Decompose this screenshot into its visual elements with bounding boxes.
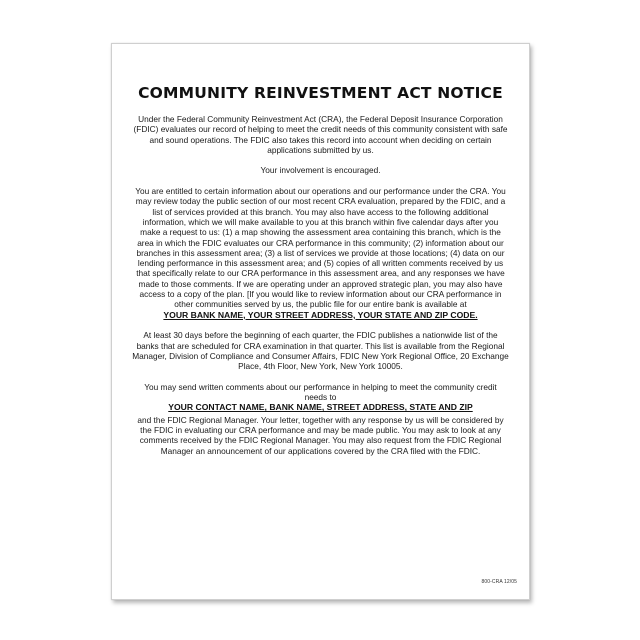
notice-body (132, 114, 509, 466)
notice-sheet (111, 43, 530, 600)
form-id: 800-CRA 12/05 (481, 579, 517, 585)
closing-paragraph: and the FDIC Regional Manager. Your letter, together with any response by us will be considered by the FDIC in evaluating our CRA performance and may be made public. You may ask to look at any comments received by the FDIC Regional Manager. You may also request from the FDIC Regional Manager an announcement of our applications covered by the CRA filed with the FDIC. (137, 414, 504, 456)
comments-intro-text: You may send written comments about our performance in helping to meet the community credit needs to (144, 381, 497, 403)
encouraged-line: Your involvement is encouraged. (260, 165, 381, 176)
contact-address-line: YOUR CONTACT NAME, BANK NAME, STREET ADDRESS, STATE AND ZIP (168, 402, 473, 413)
bank-address-line: YOUR BANK NAME, YOUR STREET ADDRESS, YOUR STATE AND ZIP CODE. (163, 309, 478, 320)
intro-paragraph: Under the Federal Community Reinvestment Act (CRA), the Federal Deposit Insurance Corporation (FDIC) evaluates our record of helping to meet the credit needs of this community consistent with safe and sound operations. The FDIC also takes this record into account when deciding on certain applications submitted by us. (133, 114, 508, 155)
notice-title: COMMUNITY REINVESTMENT ACT NOTICE (138, 84, 503, 102)
comments-paragraph (132, 382, 509, 413)
entitled-text: You are entitled to certain information about our operations and our performance under the CRA. You may review today the public section of our most recent CRA evaluation, prepared by the FDIC, and a list of services provided at this branch. You may also have access to the following additional information, which we will make available to you at this branch within five calendar days after you make a request to us: (1) a map showing the assessment area containing this branch, which is the area in which the FDIC evaluates our CRA performance in this community; (2) information about our branches in this assessment area; (3) a list of services we provide at those locations; (4) data on our lending performance in this assessment area; and (5) copies of all written comments received by us that specifically relate to our CRA performance in this assessment area, and any responses we have made to those comments. If we are operating under an approved strategic plan, you may also have access to a copy of the plan. [If you would like to review information about our CRA performance in other communities served by us, the public file for our entire bank is available at (135, 186, 506, 310)
quarterly-paragraph: At least 30 days before the beginning of each quarter, the FDIC publishes a nationwide list of the banks that are scheduled for CRA examination in that quarter. This list is available from the Regional Manager, Division of Compliance and Consumer Affairs, FDIC New York Regional Office, 20 Exchange Place, 4th Floor, New York, New York 10005. (132, 330, 509, 372)
entitled-paragraph (132, 186, 509, 320)
